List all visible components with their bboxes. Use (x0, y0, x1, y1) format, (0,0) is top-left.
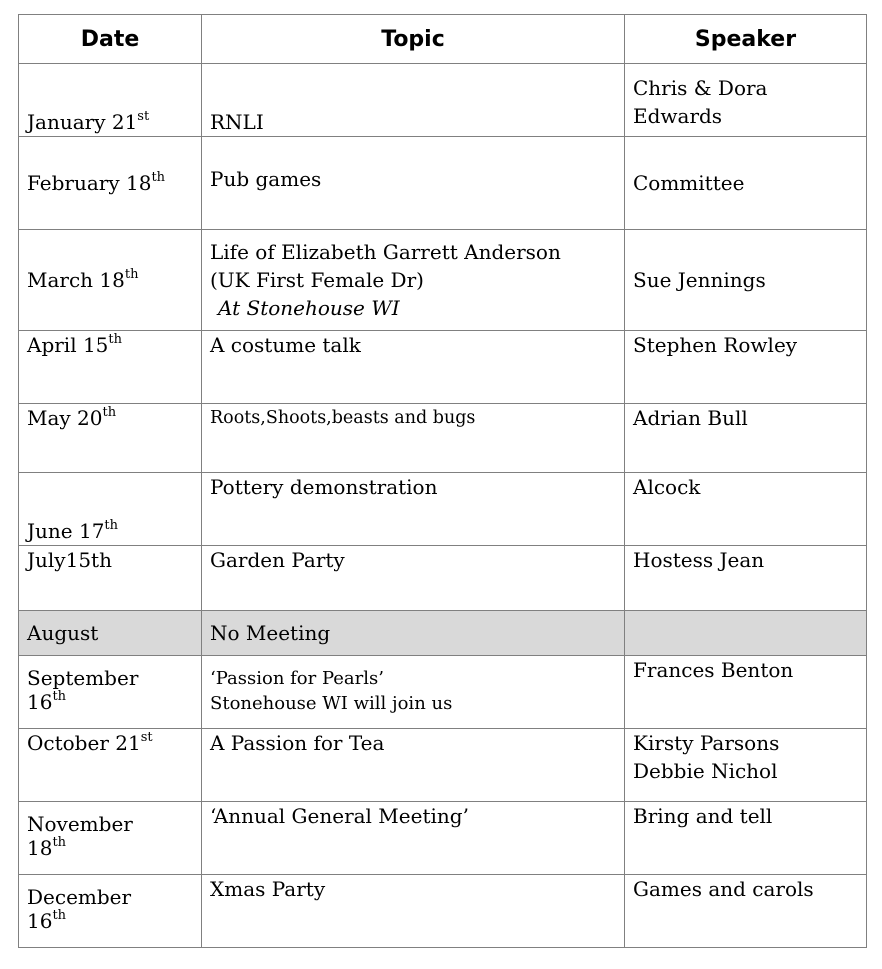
speaker-cell: Frances Benton (625, 656, 867, 729)
date-cell (19, 875, 202, 948)
topic-cell: A Passion for Tea (202, 729, 625, 802)
topic-line: ‘Passion for Pearls’ (210, 668, 384, 689)
speaker-cell: Alcock (625, 473, 867, 546)
date-text: March 18 (27, 268, 125, 292)
date-text: November (27, 812, 133, 836)
date-text: 18 (27, 836, 53, 860)
topic-cell: Xmas Party (202, 875, 625, 948)
date-cell (19, 656, 202, 729)
table-row (19, 137, 867, 230)
table-row (19, 875, 867, 948)
date-cell: July15th (19, 546, 202, 611)
date-text: December (27, 885, 132, 909)
speaker-cell: Committee (625, 137, 867, 230)
date-suffix: th (108, 332, 123, 347)
header-topic: Topic (202, 15, 625, 64)
date-cell (19, 64, 202, 137)
speaker-cell: Games and carols (625, 875, 867, 948)
date-suffix: th (124, 267, 139, 282)
topic-cell: Roots,Shoots,beasts and bugs (202, 404, 625, 473)
date-text: January 21 (27, 110, 138, 134)
date-suffix: st (137, 109, 150, 124)
speaker-cell: Bring and tell (625, 802, 867, 875)
header-row (19, 15, 867, 64)
table-row (19, 473, 867, 546)
table-row (19, 656, 867, 729)
topic-cell: Pottery demonstration (202, 473, 625, 546)
speaker-line: Chris & Dora (633, 76, 768, 100)
table-row (19, 802, 867, 875)
table-row (19, 404, 867, 473)
table-row (19, 331, 867, 404)
topic-venue-note: At Stonehouse WI (218, 296, 400, 320)
date-suffix: th (151, 170, 166, 185)
date-text: April 15 (27, 333, 109, 357)
topic-cell: Garden Party (202, 546, 625, 611)
topic-line: (UK First Female Dr) (210, 268, 424, 292)
date-text: May 20 (27, 406, 103, 430)
topic-line: Stonehouse WI will join us (210, 693, 453, 714)
date-text: 16 (27, 690, 53, 714)
speaker-line: Edwards (633, 104, 723, 128)
topic-cell: A costume talk (202, 331, 625, 404)
date-cell (19, 404, 202, 473)
date-suffix: th (52, 908, 67, 923)
speaker-cell: Sue Jennings (625, 230, 867, 331)
table-row (19, 64, 867, 137)
topic-cell (202, 656, 625, 729)
table-row (19, 729, 867, 802)
speaker-cell: Stephen Rowley (625, 331, 867, 404)
date-cell (19, 230, 202, 331)
speaker-cell: Adrian Bull (625, 404, 867, 473)
speaker-cell: Hostess Jean (625, 546, 867, 611)
date-text: February 18 (27, 171, 152, 195)
date-suffix: th (102, 405, 117, 420)
date-cell: August (19, 611, 202, 656)
date-cell (19, 331, 202, 404)
date-text: 16 (27, 909, 53, 933)
programme-table (18, 14, 867, 948)
speaker-line: Kirsty Parsons (633, 731, 780, 755)
topic-line: Life of Elizabeth Garrett Anderson (210, 240, 561, 264)
date-cell (19, 729, 202, 802)
topic-cell: ‘Annual General Meeting’ (202, 802, 625, 875)
topic-cell: No Meeting (202, 611, 625, 656)
date-text: June 17 (27, 519, 105, 543)
speaker-cell (625, 729, 867, 802)
date-cell (19, 802, 202, 875)
table-row-no-meeting (19, 611, 867, 656)
date-suffix: th (52, 689, 67, 704)
speaker-line: Debbie Nichol (633, 759, 778, 783)
header-date: Date (19, 15, 202, 64)
topic-cell (202, 230, 625, 331)
date-suffix: st (140, 730, 153, 745)
table-row (19, 230, 867, 331)
header-speaker: Speaker (625, 15, 867, 64)
date-text: October 21 (27, 731, 141, 755)
speaker-cell (625, 64, 867, 137)
date-suffix: th (104, 518, 119, 533)
date-cell (19, 473, 202, 546)
topic-cell: RNLI (202, 64, 625, 137)
date-suffix: th (52, 835, 67, 850)
speaker-cell (625, 611, 867, 656)
table-row (19, 546, 867, 611)
date-cell (19, 137, 202, 230)
topic-cell: Pub games (202, 137, 625, 230)
date-text: September (27, 666, 139, 690)
